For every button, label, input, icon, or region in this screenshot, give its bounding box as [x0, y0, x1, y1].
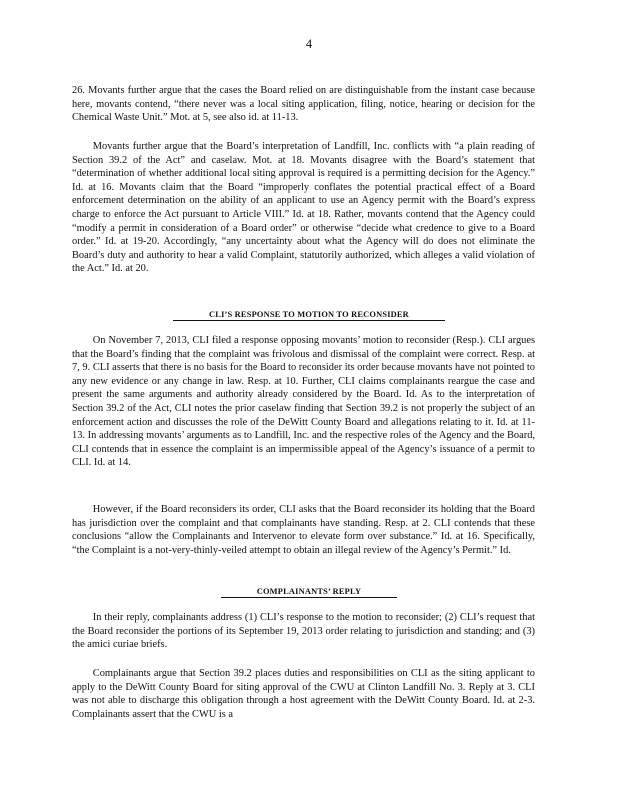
- paragraph-cli-response: On November 7, 2013, CLI filed a response opposing movants’ motion to reconsider (Resp.). CLI argues that the Board’s finding that the complaint was frivolous and dismissal of the complaint were correct. Resp. at 7, 9. CLI asserts that there is no basis for the Board to reconsider its order because movants have not pointed to any new evidence or any change in law. Resp. at 10. Further, CLI claims complainants reargue the case and present the same arguments and authority already considered by the Board. Id. As to the interpretation of Section 39.2 of the Act, CLI notes the prior caselaw finding that Section 39.2 is not properly the subject of an enforcement action and discusses the role of the DeWitt County Board and allegations relating to it. Id. at 11-13. In addressing movants’ arguments as to Landfill, Inc. and the respective roles of the Agency and the Board, CLI contends that in essence the complaint is an impermissible appeal of the Agency’s issuance of a permit to CLI. Id. at 14.: [72, 335, 535, 469]
- heading-complainants-reply-text: COMPLAINANTS’ REPLY: [221, 587, 398, 598]
- page-number: 4: [305, 37, 313, 51]
- paragraph-movants-interpretation: Movants further argue that the Board’s interpretation of Landfill, Inc. conflicts with “a plain reading of Section 39.2 of the Act” and caselaw. Mot. at 18. Movants disagree with the Board’s statement that “determination of whether additional local siting approval is required is a permitting decision for the Agency.” Id. at 16. Movants claim that the Board “improperly conflates the potential practical effect of a Board enforcement determination on the ability of an applicant to use an Agency permit with the Board’s express charge to enforce the Act pursuant to Article VIII.” Id. at 18. Rather, movants contend that the Agency could “modify a permit in consideration of a Board order” or otherwise “decide what credence to give to a Board order.” Id. at 19-20. Accordingly, “any uncertainty about what the Agency will do does not eliminate the Board’s duty and authority to hear a valid Complaint, statutorily authorized, which alleges a valid violation of the Act.” Id. at 20.: [72, 141, 535, 275]
- paragraph-cli-reconsider-request: However, if the Board reconsiders its order, CLI asks that the Board reconsider its holding that the Board has jurisdiction over the complaint and that complainants have standing. Resp. at 2. CLI contends that these conclusions “allow the Complainants and Intervenor to elevate form over substance.” Id. at 16. Specifically, “the Complaint is a not-very-thinly-veiled attempt to obtain an illegal review of the Agency’s Permit.” Id.: [72, 504, 535, 556]
- paragraph-reply-summary: In their reply, complainants address (1) CLI’s response to the motion to reconsider; (2) CLI’s request that the Board reconsider the portions of its September 19, 2013 order relating to jurisdiction and standing; and (3) the amici curiae briefs.: [72, 612, 535, 651]
- heading-cli-response-text: CLI’S RESPONSE TO MOTION TO RECONSIDER: [173, 310, 445, 321]
- paragraph-movants-distinguish: 26. Movants further argue that the cases the Board relied on are distinguishable from the instant case because here, movants contend, “there never was a local siting application, filing, notice, hearing or decision for the Chemical Waste Unit.” Mot. at 5, see also id. at 11-13.: [72, 85, 535, 124]
- heading-complainants-reply: [0, 587, 618, 596]
- paragraph-complainants-argue: Complainants argue that Section 39.2 places duties and responsibilities on CLI as the siting applicant to apply to the DeWitt County Board for siting approval of the CWU at Clinton Landfill No. 3. Reply at 3. CLI was not able to discharge this obligation through a host agreement with the DeWitt County Board. Id. at 2-3. Complainants assert that the CWU is a: [72, 668, 535, 720]
- heading-cli-response: [0, 310, 618, 319]
